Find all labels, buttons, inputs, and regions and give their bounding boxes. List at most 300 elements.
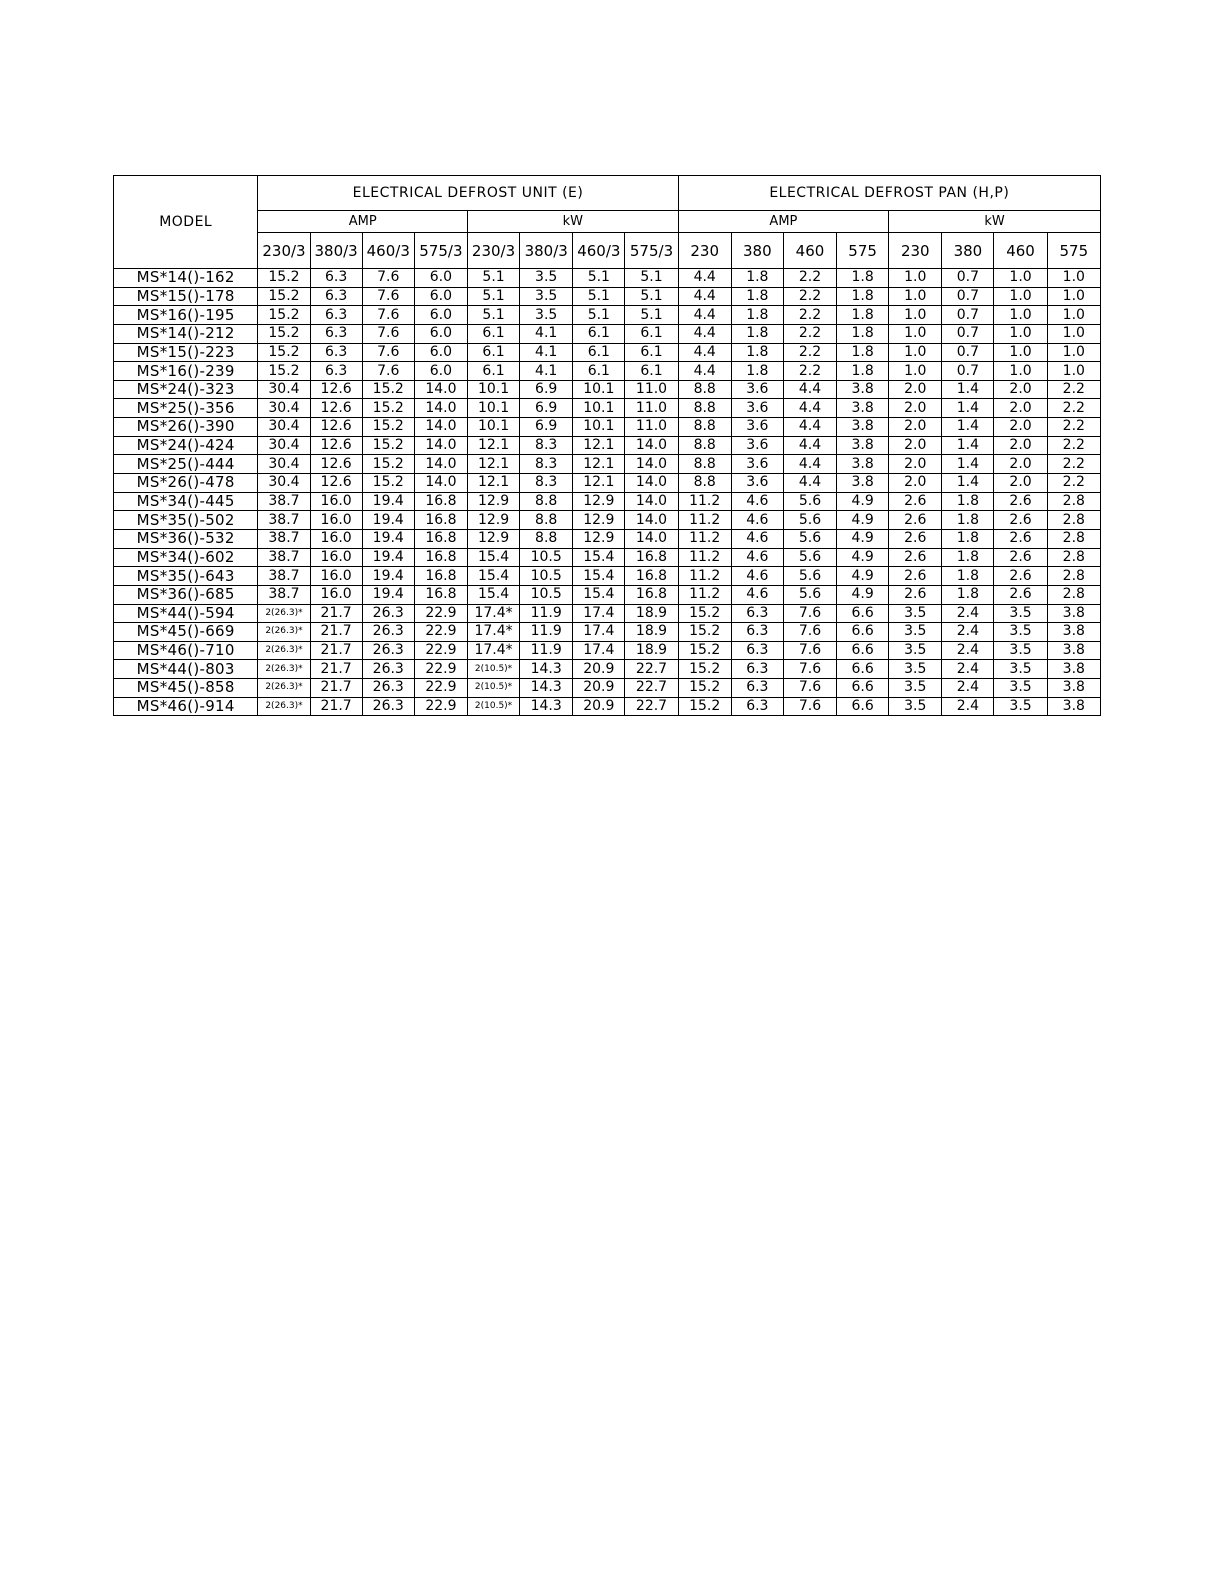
value-cell: 5.1 — [625, 269, 678, 288]
value-cell: 3.8 — [837, 418, 889, 437]
value-cell: 5.6 — [783, 567, 836, 586]
value-cell: 1.8 — [942, 567, 994, 586]
value-cell: 2.6 — [994, 548, 1047, 567]
value-cell: 8.3 — [520, 436, 573, 455]
electrical-defrost-table — [113, 175, 1101, 716]
value-cell: 1.8 — [731, 287, 783, 306]
value-cell: 16.8 — [414, 511, 467, 530]
unit-voltage-header: 460/3 — [573, 233, 625, 269]
value-cell: 0.7 — [942, 306, 994, 325]
value-cell: 3.8 — [1047, 604, 1100, 623]
table-row — [114, 362, 1101, 381]
value-cell: 12.9 — [467, 511, 519, 530]
table-row — [114, 567, 1101, 586]
value-cell: 6.1 — [625, 362, 678, 381]
value-cell: 21.7 — [310, 641, 362, 660]
value-cell: 3.6 — [731, 436, 783, 455]
value-cell: 6.9 — [520, 418, 573, 437]
value-cell: 0.7 — [942, 269, 994, 288]
value-cell: 4.4 — [678, 343, 731, 362]
table-row — [114, 436, 1101, 455]
value-cell: 3.5 — [994, 660, 1047, 679]
model-cell: MS*14()-212 — [114, 324, 258, 343]
value-cell: 15.2 — [258, 287, 310, 306]
value-cell: 6.0 — [414, 362, 467, 381]
value-cell: 3.8 — [1047, 641, 1100, 660]
value-cell: 14.0 — [414, 436, 467, 455]
value-cell: 21.7 — [310, 679, 362, 698]
value-cell: 1.0 — [1047, 306, 1100, 325]
value-cell: 1.4 — [942, 380, 994, 399]
value-cell: 15.4 — [467, 585, 519, 604]
table-row — [114, 455, 1101, 474]
value-cell: 6.0 — [414, 343, 467, 362]
value-cell: 14.0 — [625, 511, 678, 530]
value-cell: 12.1 — [573, 455, 625, 474]
value-cell: 2(26.3)* — [258, 697, 310, 716]
model-cell: MS*45()-858 — [114, 679, 258, 698]
value-cell: 16.8 — [414, 567, 467, 586]
value-cell: 3.5 — [994, 679, 1047, 698]
value-cell: 2.8 — [1047, 585, 1100, 604]
value-cell: 7.6 — [362, 362, 414, 381]
value-cell: 8.3 — [520, 474, 573, 493]
table-row — [114, 287, 1101, 306]
value-cell: 8.8 — [678, 436, 731, 455]
value-cell: 1.8 — [731, 306, 783, 325]
value-cell: 12.6 — [310, 399, 362, 418]
value-cell: 8.8 — [520, 529, 573, 548]
table-row — [114, 641, 1101, 660]
model-cell: MS*44()-594 — [114, 604, 258, 623]
value-cell: 6.1 — [467, 362, 519, 381]
value-cell: 6.1 — [625, 343, 678, 362]
value-cell: 2.0 — [994, 474, 1047, 493]
value-cell: 3.5 — [889, 641, 942, 660]
value-cell: 22.7 — [625, 697, 678, 716]
value-cell: 15.2 — [362, 455, 414, 474]
unit-voltage-header: 460/3 — [362, 233, 414, 269]
table-row — [114, 418, 1101, 437]
value-cell: 7.6 — [362, 324, 414, 343]
value-cell: 3.6 — [731, 418, 783, 437]
value-cell: 15.2 — [258, 269, 310, 288]
value-cell: 2.6 — [994, 511, 1047, 530]
value-cell: 17.4* — [467, 604, 519, 623]
model-cell: MS*34()-445 — [114, 492, 258, 511]
model-cell: MS*24()-424 — [114, 436, 258, 455]
table-row — [114, 623, 1101, 642]
value-cell: 2.6 — [889, 585, 942, 604]
table-row — [114, 306, 1101, 325]
value-cell: 2.0 — [994, 436, 1047, 455]
value-cell: 12.1 — [467, 455, 519, 474]
value-cell: 2(26.3)* — [258, 679, 310, 698]
value-cell: 15.4 — [573, 548, 625, 567]
value-cell: 10.1 — [573, 380, 625, 399]
value-cell: 4.6 — [731, 492, 783, 511]
value-cell: 22.9 — [414, 641, 467, 660]
value-cell: 19.4 — [362, 529, 414, 548]
value-cell: 6.3 — [310, 269, 362, 288]
pan-voltage-header: 380 — [942, 233, 994, 269]
value-cell: 16.0 — [310, 529, 362, 548]
value-cell: 6.6 — [837, 641, 889, 660]
value-cell: 10.5 — [520, 567, 573, 586]
value-cell: 16.0 — [310, 511, 362, 530]
value-cell: 7.6 — [783, 660, 836, 679]
value-cell: 5.6 — [783, 585, 836, 604]
table-row — [114, 380, 1101, 399]
value-cell: 6.3 — [310, 343, 362, 362]
value-cell: 26.3 — [362, 697, 414, 716]
value-cell: 3.8 — [1047, 679, 1100, 698]
value-cell: 12.9 — [573, 529, 625, 548]
value-cell: 2.6 — [994, 492, 1047, 511]
table-row — [114, 269, 1101, 288]
value-cell: 0.7 — [942, 324, 994, 343]
value-cell: 4.4 — [678, 269, 731, 288]
model-cell: MS*46()-710 — [114, 641, 258, 660]
value-cell: 1.4 — [942, 455, 994, 474]
value-cell: 2.0 — [994, 455, 1047, 474]
table-row — [114, 529, 1101, 548]
value-cell: 11.2 — [678, 492, 731, 511]
value-cell: 6.0 — [414, 287, 467, 306]
value-cell: 2.2 — [783, 343, 836, 362]
value-cell: 6.3 — [731, 623, 783, 642]
value-cell: 2.2 — [783, 287, 836, 306]
value-cell: 8.8 — [678, 455, 731, 474]
unit-voltage-header: 380/3 — [310, 233, 362, 269]
value-cell: 1.8 — [942, 548, 994, 567]
value-cell: 19.4 — [362, 511, 414, 530]
table-row — [114, 399, 1101, 418]
value-cell: 4.4 — [678, 287, 731, 306]
value-cell: 4.9 — [837, 585, 889, 604]
value-cell: 1.0 — [889, 362, 942, 381]
value-cell: 3.6 — [731, 455, 783, 474]
value-cell: 15.4 — [467, 548, 519, 567]
value-cell: 15.2 — [258, 343, 310, 362]
value-cell: 15.2 — [678, 604, 731, 623]
value-cell: 2.0 — [889, 474, 942, 493]
value-cell: 4.4 — [678, 306, 731, 325]
value-cell: 10.5 — [520, 548, 573, 567]
table-row — [114, 679, 1101, 698]
value-cell: 14.0 — [414, 474, 467, 493]
value-cell: 15.2 — [362, 380, 414, 399]
value-cell: 22.9 — [414, 660, 467, 679]
value-cell: 4.4 — [783, 436, 836, 455]
value-cell: 2.8 — [1047, 492, 1100, 511]
model-cell: MS*25()-444 — [114, 455, 258, 474]
pan-voltage-header: 575 — [837, 233, 889, 269]
value-cell: 38.7 — [258, 511, 310, 530]
value-cell: 2.6 — [994, 585, 1047, 604]
value-cell: 15.2 — [362, 436, 414, 455]
value-cell: 3.5 — [889, 697, 942, 716]
pan-amp-header: AMP — [678, 211, 889, 233]
value-cell: 5.1 — [467, 306, 519, 325]
value-cell: 2.2 — [1047, 436, 1100, 455]
value-cell: 14.0 — [625, 529, 678, 548]
value-cell: 3.5 — [994, 623, 1047, 642]
value-cell: 16.8 — [414, 585, 467, 604]
value-cell: 26.3 — [362, 679, 414, 698]
value-cell: 30.4 — [258, 436, 310, 455]
value-cell: 2.2 — [1047, 380, 1100, 399]
pan-kw-header: kW — [889, 211, 1101, 233]
value-cell: 3.8 — [837, 380, 889, 399]
table-row — [114, 697, 1101, 716]
value-cell: 5.1 — [573, 269, 625, 288]
value-cell: 2.2 — [783, 324, 836, 343]
table-row — [114, 343, 1101, 362]
value-cell: 10.1 — [467, 418, 519, 437]
value-cell: 1.4 — [942, 399, 994, 418]
value-cell: 15.2 — [678, 641, 731, 660]
value-cell: 2(26.3)* — [258, 660, 310, 679]
value-cell: 15.2 — [258, 362, 310, 381]
value-cell: 6.6 — [837, 604, 889, 623]
value-cell: 30.4 — [258, 399, 310, 418]
table-row — [114, 492, 1101, 511]
value-cell: 38.7 — [258, 585, 310, 604]
value-cell: 15.2 — [258, 324, 310, 343]
value-cell: 3.8 — [1047, 697, 1100, 716]
value-cell: 3.5 — [889, 679, 942, 698]
value-cell: 6.1 — [573, 362, 625, 381]
value-cell: 12.9 — [467, 492, 519, 511]
value-cell: 4.4 — [783, 418, 836, 437]
value-cell: 15.2 — [678, 679, 731, 698]
value-cell: 21.7 — [310, 697, 362, 716]
value-cell: 4.4 — [678, 324, 731, 343]
table-row — [114, 511, 1101, 530]
model-cell: MS*36()-532 — [114, 529, 258, 548]
value-cell: 3.8 — [1047, 660, 1100, 679]
value-cell: 1.0 — [1047, 343, 1100, 362]
value-cell: 6.1 — [467, 343, 519, 362]
value-cell: 5.6 — [783, 492, 836, 511]
value-cell: 2(10.5)* — [467, 697, 519, 716]
value-cell: 15.2 — [362, 474, 414, 493]
value-cell: 5.6 — [783, 511, 836, 530]
value-cell: 22.9 — [414, 604, 467, 623]
value-cell: 15.4 — [573, 585, 625, 604]
value-cell: 12.6 — [310, 455, 362, 474]
value-cell: 1.0 — [994, 287, 1047, 306]
value-cell: 5.1 — [573, 287, 625, 306]
value-cell: 2.8 — [1047, 529, 1100, 548]
value-cell: 1.8 — [731, 362, 783, 381]
value-cell: 6.3 — [731, 604, 783, 623]
value-cell: 6.6 — [837, 623, 889, 642]
value-cell: 8.8 — [678, 399, 731, 418]
value-cell: 12.1 — [573, 436, 625, 455]
value-cell: 14.0 — [625, 436, 678, 455]
value-cell: 2.2 — [1047, 474, 1100, 493]
value-cell: 12.6 — [310, 380, 362, 399]
value-cell: 4.4 — [678, 362, 731, 381]
value-cell: 7.6 — [783, 697, 836, 716]
value-cell: 1.8 — [942, 585, 994, 604]
value-cell: 12.6 — [310, 474, 362, 493]
value-cell: 2.6 — [889, 511, 942, 530]
value-cell: 1.8 — [731, 343, 783, 362]
value-cell: 15.2 — [678, 660, 731, 679]
value-cell: 2.8 — [1047, 511, 1100, 530]
value-cell: 11.2 — [678, 567, 731, 586]
value-cell: 3.5 — [520, 287, 573, 306]
value-cell: 0.7 — [942, 362, 994, 381]
model-cell: MS*16()-195 — [114, 306, 258, 325]
unit-kw-header: kW — [467, 211, 678, 233]
value-cell: 2(26.3)* — [258, 641, 310, 660]
value-cell: 1.0 — [994, 269, 1047, 288]
unit-voltage-header: 575/3 — [625, 233, 678, 269]
value-cell: 8.3 — [520, 455, 573, 474]
value-cell: 11.0 — [625, 418, 678, 437]
pan-voltage-header: 575 — [1047, 233, 1100, 269]
value-cell: 6.0 — [414, 269, 467, 288]
value-cell: 6.1 — [573, 324, 625, 343]
value-cell: 3.8 — [837, 436, 889, 455]
model-cell: MS*14()-162 — [114, 269, 258, 288]
value-cell: 1.0 — [1047, 324, 1100, 343]
value-cell: 20.9 — [573, 697, 625, 716]
table-row — [114, 585, 1101, 604]
value-cell: 3.5 — [889, 604, 942, 623]
value-cell: 14.0 — [625, 455, 678, 474]
value-cell: 16.8 — [625, 585, 678, 604]
value-cell: 4.1 — [520, 362, 573, 381]
value-cell: 2(26.3)* — [258, 604, 310, 623]
value-cell: 2.2 — [1047, 455, 1100, 474]
value-cell: 2.4 — [942, 604, 994, 623]
value-cell: 1.8 — [942, 529, 994, 548]
value-cell: 7.6 — [783, 623, 836, 642]
value-cell: 4.4 — [783, 474, 836, 493]
model-cell: MS*26()-478 — [114, 474, 258, 493]
value-cell: 19.4 — [362, 492, 414, 511]
value-cell: 22.9 — [414, 697, 467, 716]
value-cell: 14.0 — [625, 474, 678, 493]
value-cell: 1.0 — [889, 324, 942, 343]
value-cell: 19.4 — [362, 585, 414, 604]
value-cell: 6.6 — [837, 679, 889, 698]
value-cell: 2.0 — [889, 399, 942, 418]
value-cell: 2.4 — [942, 641, 994, 660]
value-cell: 6.6 — [837, 660, 889, 679]
value-cell: 14.3 — [520, 679, 573, 698]
value-cell: 14.3 — [520, 660, 573, 679]
value-cell: 1.8 — [731, 269, 783, 288]
value-cell: 6.1 — [573, 343, 625, 362]
table-row — [114, 324, 1101, 343]
pan-voltage-header: 460 — [994, 233, 1047, 269]
value-cell: 19.4 — [362, 548, 414, 567]
value-cell: 10.5 — [520, 585, 573, 604]
value-cell: 3.5 — [994, 697, 1047, 716]
value-cell: 12.6 — [310, 436, 362, 455]
value-cell: 7.6 — [362, 287, 414, 306]
value-cell: 7.6 — [362, 306, 414, 325]
table-row — [114, 604, 1101, 623]
value-cell: 1.0 — [994, 306, 1047, 325]
value-cell: 5.1 — [467, 269, 519, 288]
value-cell: 6.3 — [310, 287, 362, 306]
value-cell: 1.8 — [837, 324, 889, 343]
value-cell: 19.4 — [362, 567, 414, 586]
value-cell: 5.1 — [625, 306, 678, 325]
value-cell: 4.6 — [731, 529, 783, 548]
model-cell: MS*15()-223 — [114, 343, 258, 362]
value-cell: 2.6 — [994, 567, 1047, 586]
value-cell: 2.4 — [942, 660, 994, 679]
value-cell: 15.4 — [573, 567, 625, 586]
value-cell: 6.3 — [731, 679, 783, 698]
model-cell: MS*35()-502 — [114, 511, 258, 530]
value-cell: 22.7 — [625, 660, 678, 679]
value-cell: 8.8 — [678, 474, 731, 493]
value-cell: 1.8 — [837, 343, 889, 362]
value-cell: 18.9 — [625, 604, 678, 623]
value-cell: 2.6 — [889, 529, 942, 548]
value-cell: 1.0 — [1047, 287, 1100, 306]
value-cell: 2.0 — [994, 380, 1047, 399]
value-cell: 15.2 — [362, 399, 414, 418]
value-cell: 6.3 — [310, 362, 362, 381]
value-cell: 3.6 — [731, 399, 783, 418]
table-row — [114, 660, 1101, 679]
value-cell: 2.6 — [889, 567, 942, 586]
value-cell: 7.6 — [362, 343, 414, 362]
value-cell: 11.0 — [625, 399, 678, 418]
value-cell: 11.2 — [678, 511, 731, 530]
value-cell: 2.6 — [889, 492, 942, 511]
value-cell: 8.8 — [678, 380, 731, 399]
value-cell: 1.4 — [942, 436, 994, 455]
value-cell: 14.3 — [520, 697, 573, 716]
value-cell: 6.3 — [731, 697, 783, 716]
value-cell: 1.8 — [837, 269, 889, 288]
value-cell: 2.0 — [994, 418, 1047, 437]
value-cell: 6.0 — [414, 324, 467, 343]
value-cell: 26.3 — [362, 623, 414, 642]
value-cell: 17.4 — [573, 604, 625, 623]
value-cell: 4.6 — [731, 585, 783, 604]
value-cell: 16.8 — [625, 548, 678, 567]
model-cell: MS*25()-356 — [114, 399, 258, 418]
unit-voltage-header: 380/3 — [520, 233, 573, 269]
value-cell: 1.0 — [889, 287, 942, 306]
value-cell: 6.3 — [731, 641, 783, 660]
value-cell: 4.6 — [731, 548, 783, 567]
value-cell: 26.3 — [362, 604, 414, 623]
value-cell: 1.0 — [889, 306, 942, 325]
value-cell: 1.8 — [837, 287, 889, 306]
table-row — [114, 548, 1101, 567]
value-cell: 5.1 — [625, 287, 678, 306]
value-cell: 10.1 — [467, 380, 519, 399]
value-cell: 12.1 — [467, 436, 519, 455]
pan-voltage-header: 230 — [889, 233, 942, 269]
value-cell: 12.6 — [310, 418, 362, 437]
header-group-row — [114, 176, 1101, 211]
value-cell: 12.1 — [573, 474, 625, 493]
